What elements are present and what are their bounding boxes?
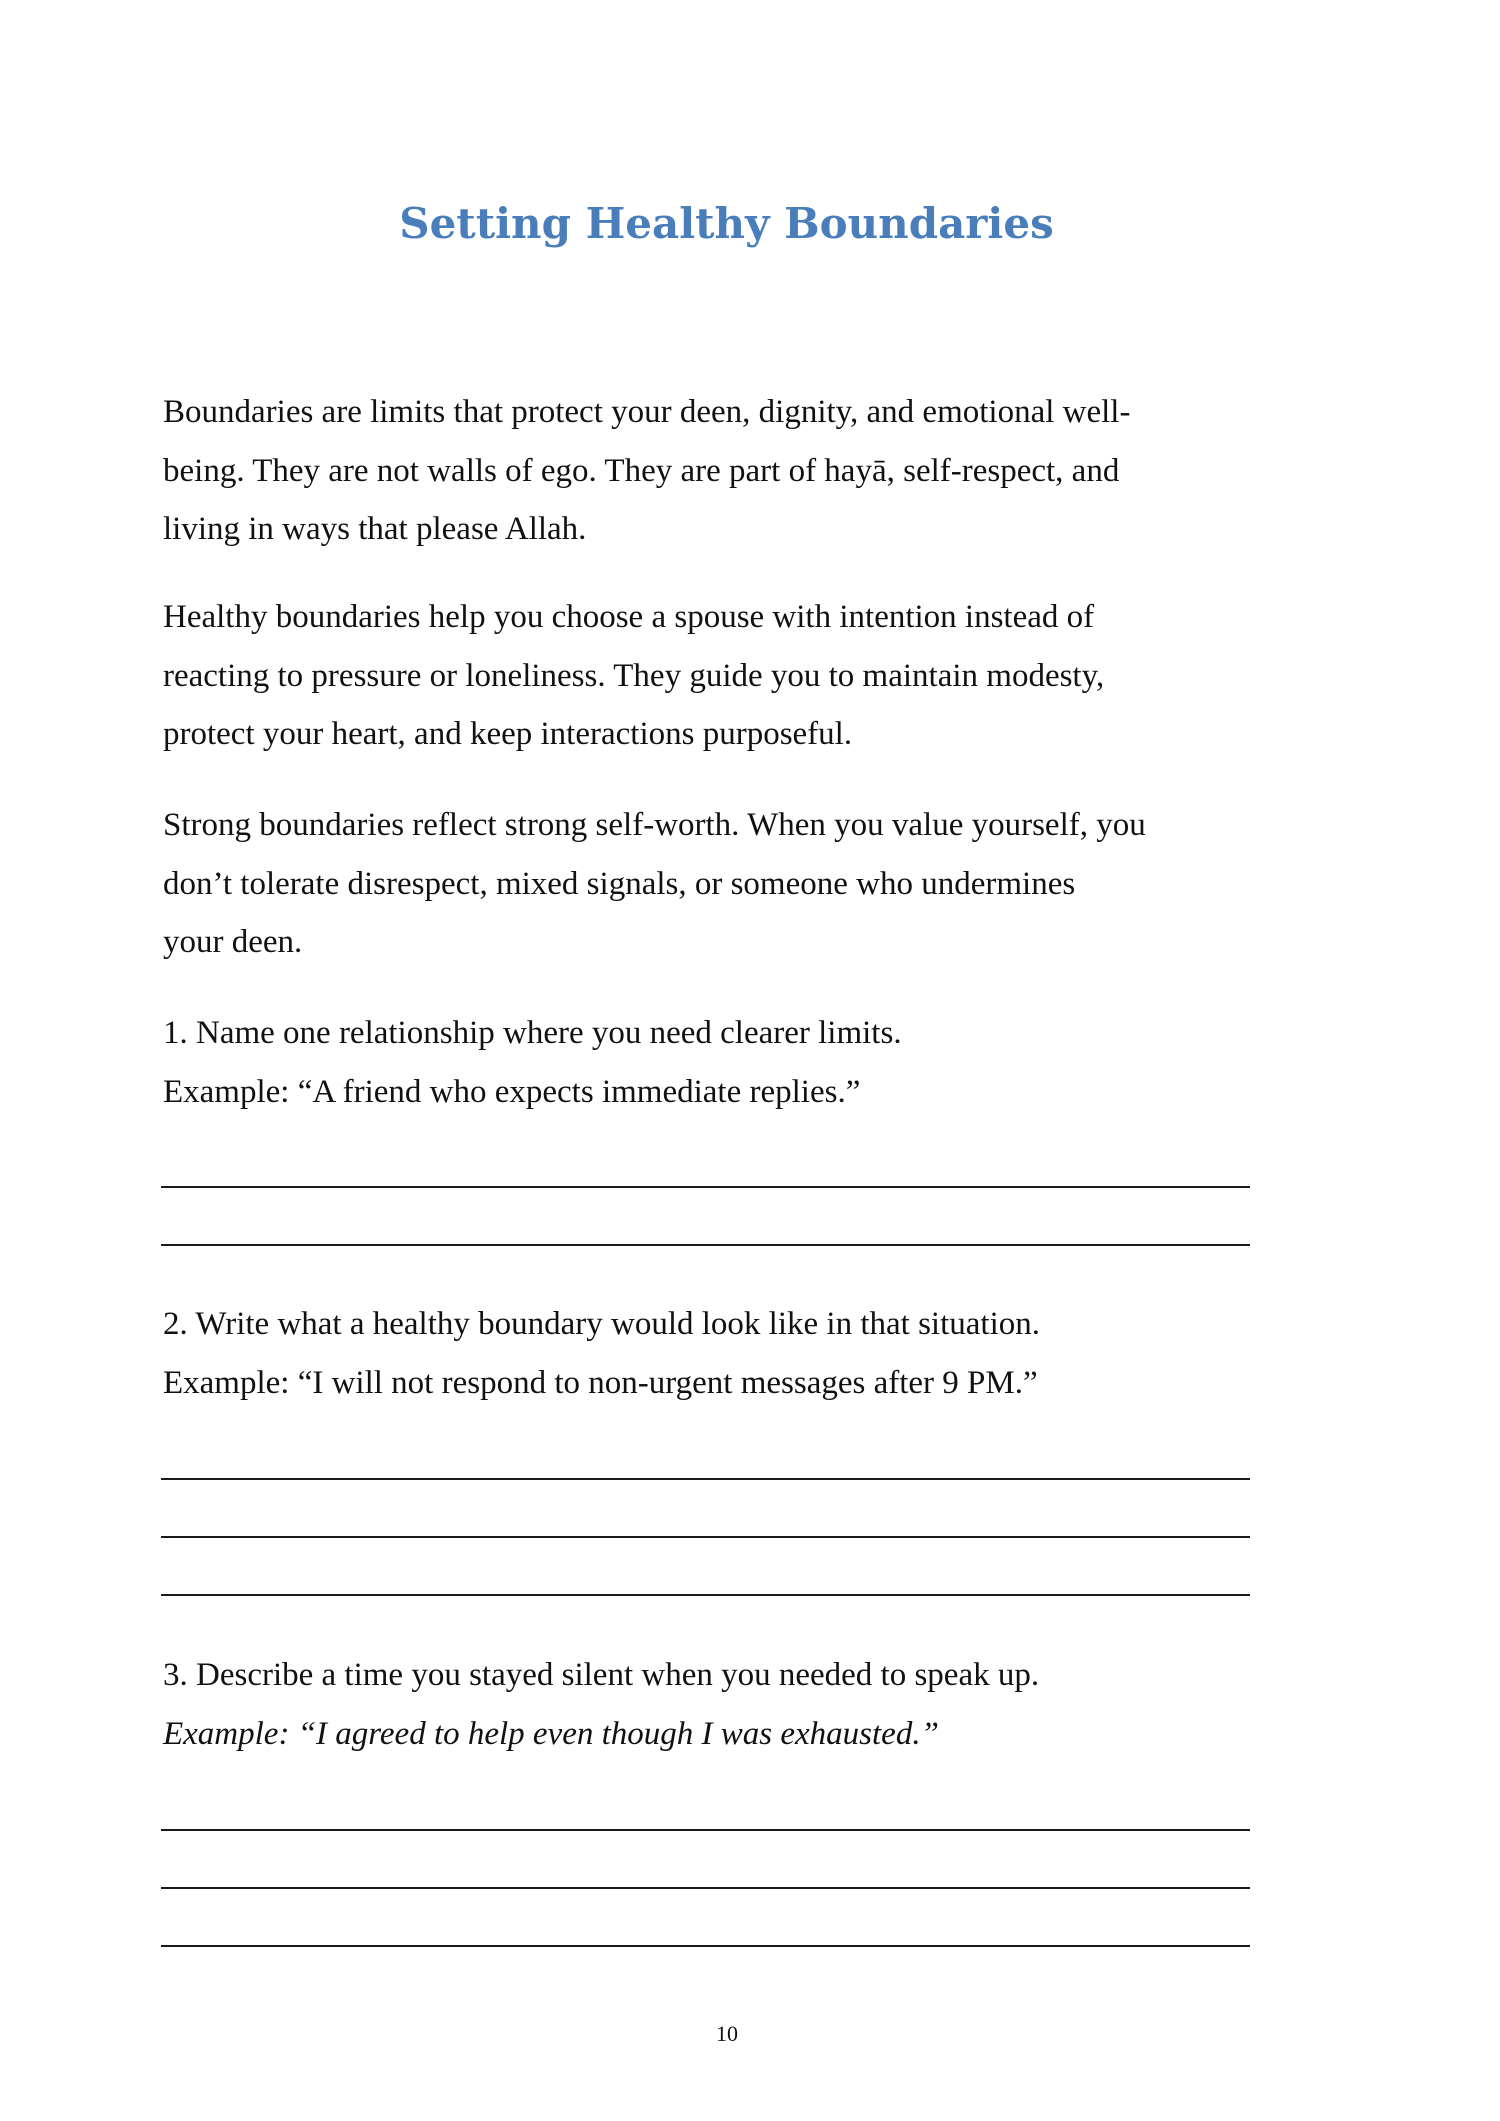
intro-paragraph-1 [163, 383, 1290, 559]
answer-line[interactable] [161, 1829, 1250, 1831]
answer-line[interactable] [161, 1536, 1250, 1538]
paragraph-line: your deen. [163, 924, 303, 960]
question-1 [163, 1004, 1290, 1121]
paragraph-line: don’t tolerate disrespect, mixed signals, or someone who undermines [163, 865, 1076, 902]
answer-line[interactable] [161, 1186, 1250, 1188]
question-example: Example: “I agreed to help even though I was exhausted.” [163, 1715, 939, 1752]
intro-paragraph-2 [163, 588, 1290, 764]
answer-line[interactable] [161, 1887, 1250, 1889]
answer-line[interactable] [161, 1244, 1250, 1246]
page-title: Setting Healthy Boundaries [399, 199, 1054, 248]
question-3 [163, 1646, 1290, 1763]
question-prompt: 3. Describe a time you stayed silent when you needed to speak up. [163, 1657, 1040, 1693]
paragraph-line: Healthy boundaries help you choose a spouse with intention instead of [163, 599, 1095, 635]
question-prompt: 2. Write what a healthy boundary would look like in that situation. [163, 1306, 1040, 1342]
paragraph-line: protect your heart, and keep interactions purposeful. [163, 716, 853, 752]
answer-line[interactable] [161, 1594, 1250, 1596]
answer-line[interactable] [161, 1945, 1250, 1947]
question-2 [163, 1295, 1290, 1412]
intro-paragraph-3 [163, 796, 1290, 972]
question-prompt: 1. Name one relationship where you need clearer limits. [163, 1015, 902, 1051]
answer-line[interactable] [161, 1478, 1250, 1480]
paragraph-line: Boundaries are limits that protect your deen, dignity, and emotional well- [163, 394, 1131, 430]
paragraph-line: being. They are not walls of ego. They are part of hayā, self-respect, and [163, 452, 1120, 489]
page-number: 10 [716, 2021, 738, 2046]
question-example: Example: “A friend who expects immediate replies.” [163, 1073, 861, 1110]
paragraph-line: reacting to pressure or loneliness. They guide you to maintain modesty, [163, 657, 1105, 694]
paragraph-line: Strong boundaries reflect strong self-worth. When you value yourself, you [163, 807, 1146, 843]
question-example: Example: “I will not respond to non-urgent messages after 9 PM.” [163, 1364, 1038, 1401]
paragraph-line: living in ways that please Allah. [163, 511, 587, 547]
